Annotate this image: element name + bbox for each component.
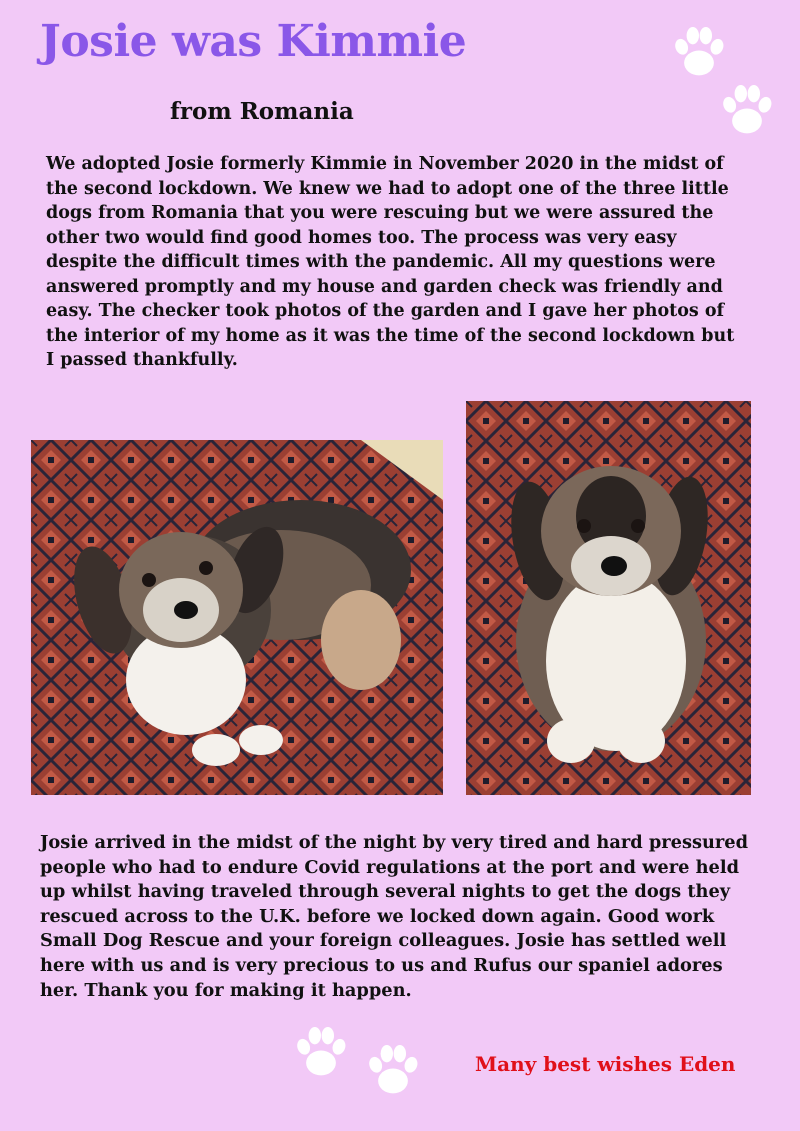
- signoff: Many best wishes Eden: [475, 1052, 736, 1076]
- paw-print-icon: [290, 1022, 352, 1084]
- story-paragraph-1: We adopted Josie formerly Kimmie in November 2020 in the midst of the second lockdown. We knew we had to adopt one of the three little dogs from Romania that you were rescuing but we were assured the other two would find good homes too. The process was very easy despite the difficult times with the pandemic. All my questions were answered promptly and my house and garden check was friendly and easy. The checker took photos of the garden and I gave her photos of the interior of my home as it was the time of the second lockdown but I passed thankfully.: [46, 154, 735, 370]
- story-paragraph-2: Josie arrived in the midst of the night by very tired and hard pressured people who had to endure Covid regulations at the port and were held up whilst having traveled through several nights to get the dogs they rescued across to the U.K. before we locked down again. Good work Small Dog Rescue and your foreign colleagues. Josie has settled well here with us and is very precious to us and Rufus our spaniel adores her. Thank you for making it happen.: [40, 832, 749, 1001]
- dog-photo-1: [31, 440, 443, 795]
- page-subtitle: from Romania: [170, 98, 354, 125]
- paw-print-icon: [668, 22, 730, 84]
- dog-photo-2: [466, 401, 751, 795]
- paw-print-icon: [716, 80, 778, 142]
- paw-print-icon: [362, 1040, 424, 1102]
- page-title: Josie was Kimmie: [40, 16, 467, 67]
